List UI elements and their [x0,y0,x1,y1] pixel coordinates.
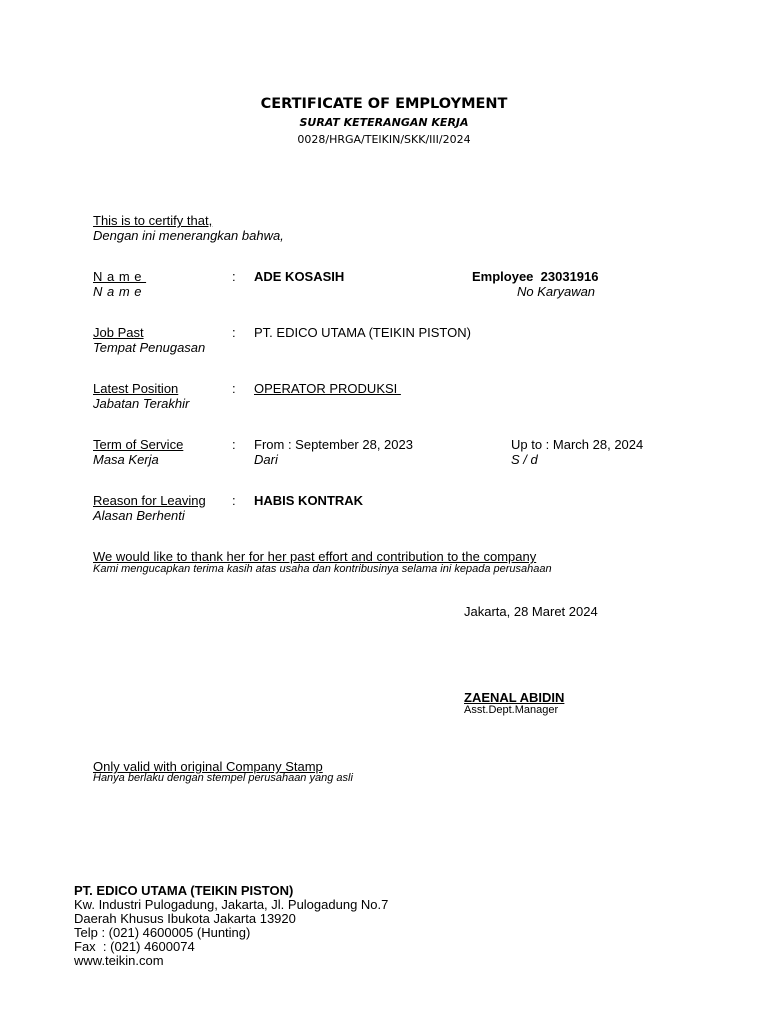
employee-number: 23031916 [540,269,599,284]
job-past-label-en: Job Past [93,325,144,340]
latest-position-value: OPERATOR PRODUKSI [254,381,401,396]
name-separator: : [232,269,236,284]
intro-id: Dengan ini menerangkan bahwa, [93,228,284,243]
reason-separator: : [232,493,236,508]
term-to-id: S / d [511,452,538,467]
latest-position-label-en: Latest Position [93,381,179,396]
signatory-title: Asst.Dept.Manager [464,704,559,716]
company-website: www.teikin.com [74,953,164,968]
company-address-line1: Kw. Industri Pulogadung, Jakarta, Jl. Pulogadung No.7 [74,897,389,912]
validity-en: Only valid with original Company Stamp [93,759,323,774]
term-of-service-separator: : [232,437,236,452]
latest-position-separator: : [232,381,236,396]
intro-en: This is to certify that, [93,213,213,228]
thanks-id: Kami mengucapkan terima kasih atas usaha dan kontribusinya selama ini kepada perusahaan [93,563,552,575]
reason-label-en: Reason for Leaving [93,493,206,508]
company-fax: Fax : (021) 4600074 [74,939,195,954]
name-label-id: Name [93,284,147,299]
document-subtitle: SURAT KETERANGAN KERJA [299,116,469,129]
employee-name: ADE KOSASIH [254,269,345,284]
latest-position-label-id: Jabatan Terakhir [93,396,190,411]
reference-number: 0028/HRGA/TEIKIN/SKK/III/2024 [297,133,471,146]
employee-number-line [472,269,599,284]
company-address-line2: Daerah Khusus Ibukota Jakarta 13920 [74,911,296,926]
employee-label: Employee [472,269,534,284]
term-from-id: Dari [254,452,278,467]
term-of-service-label-id: Masa Kerja [93,452,159,467]
job-past-value: PT. EDICO UTAMA (TEIKIN PISTON) [254,325,471,340]
reason-value: HABIS KONTRAK [254,493,364,508]
thanks-en: We would like to thank her for her past effort and contribution to the company [93,549,537,564]
document-title: CERTIFICATE OF EMPLOYMENT [260,96,508,112]
job-past-label-id: Tempat Penugasan [93,340,206,355]
reason-label-id: Alasan Berhenti [93,508,185,523]
company-name: PT. EDICO UTAMA (TEIKIN PISTON) [74,883,294,898]
name-label-en: Name [93,269,147,284]
place-date: Jakarta, 28 Maret 2024 [464,604,598,619]
signatory-name: ZAENAL ABIDIN [464,690,565,705]
term-from: From : September 28, 2023 [254,437,413,452]
term-of-service-label-en: Term of Service [93,437,184,452]
employee-label-id: No Karyawan [517,284,596,299]
company-phone: Telp : (021) 4600005 (Hunting) [74,925,251,940]
validity-id: Hanya berlaku dengan stempel perusahaan yang asli [93,772,353,784]
term-to: Up to : March 28, 2024 [511,437,644,452]
job-past-separator: : [232,325,236,340]
